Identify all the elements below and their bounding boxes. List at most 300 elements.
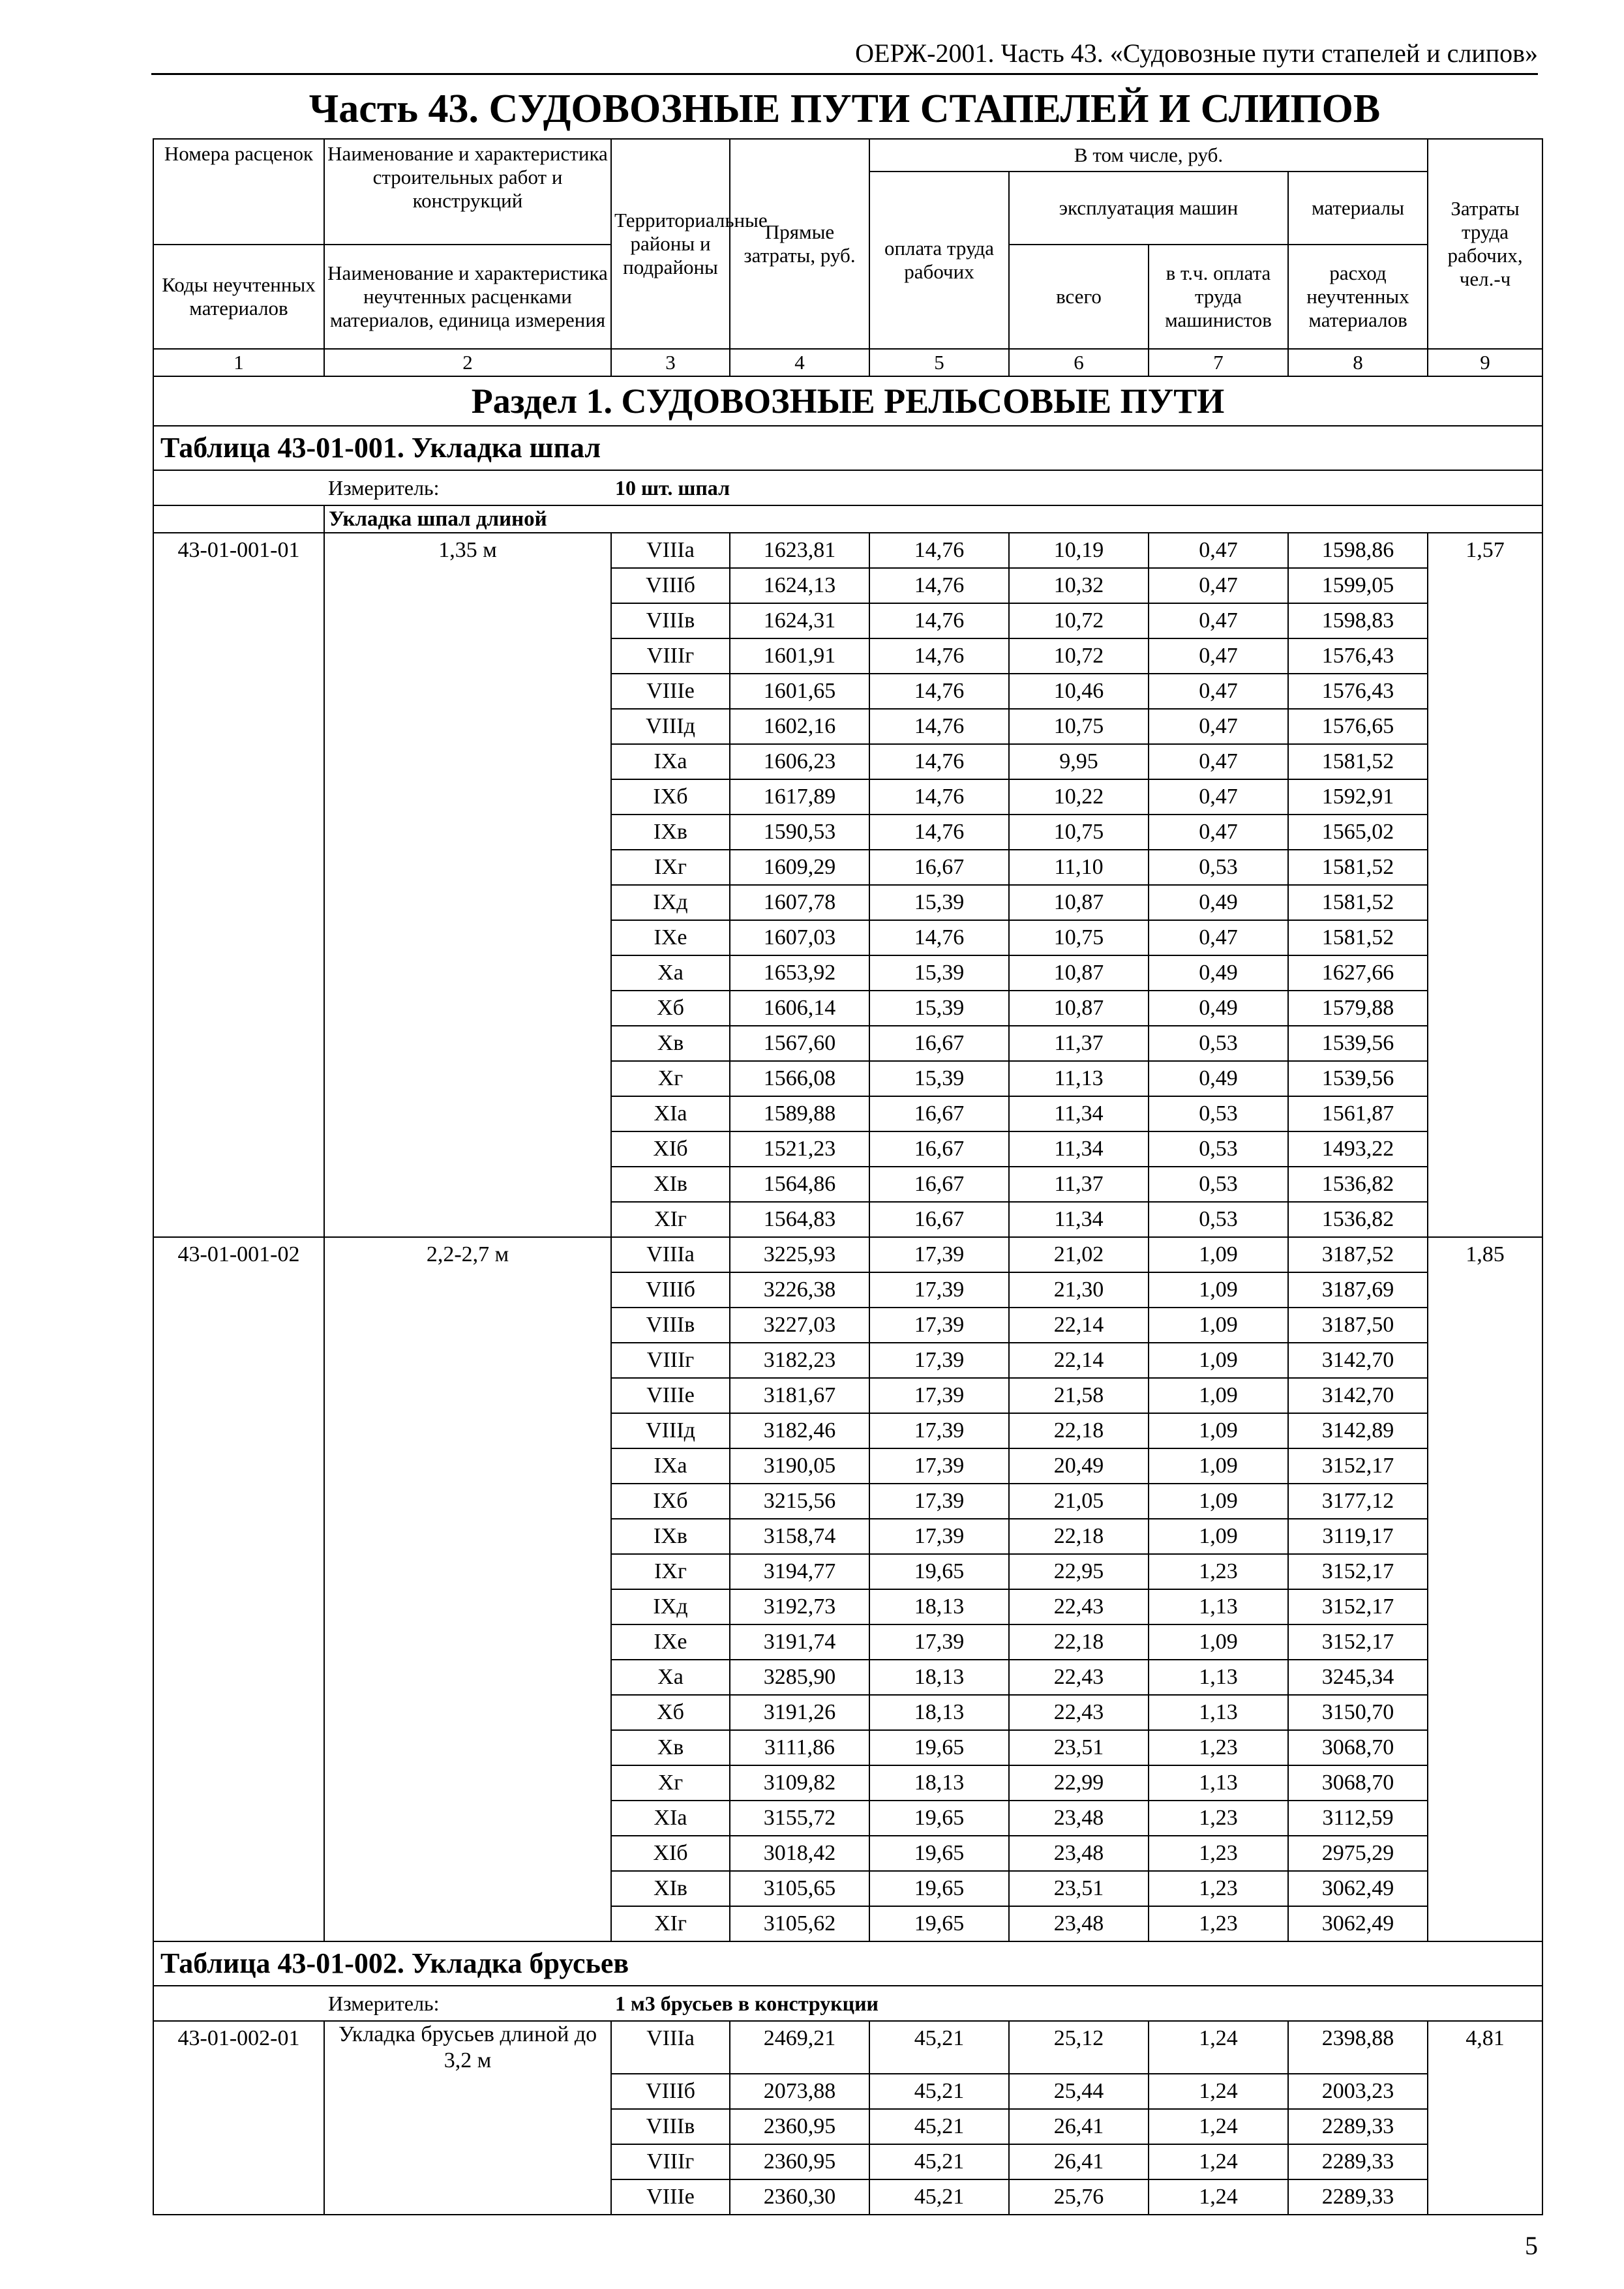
direct-cost-cell: 3191,74 [730, 1624, 869, 1660]
labor-cost-cell [1428, 1695, 1542, 1730]
worker-pay-cell: 19,65 [869, 1730, 1009, 1765]
rate-description [324, 1765, 611, 1801]
table-row [153, 1695, 1542, 1730]
rate-description [324, 955, 611, 991]
direct-cost-cell: 1624,13 [730, 568, 869, 603]
rate-code [153, 1730, 324, 1765]
machines-total-cell: 22,43 [1009, 1695, 1149, 1730]
table-row [153, 533, 1542, 568]
table-row [153, 1448, 1542, 1484]
rate-description [324, 1836, 611, 1871]
rate-code [153, 779, 324, 815]
measure-label: Измеритель: [328, 476, 440, 500]
labor-cost-cell [1428, 1871, 1542, 1906]
machines-total-cell: 11,13 [1009, 1061, 1149, 1096]
territory-cell: Xб [611, 1695, 730, 1730]
rate-description [324, 1096, 611, 1131]
rate-description [324, 1413, 611, 1448]
machines-total-cell: 22,18 [1009, 1413, 1149, 1448]
table-row [153, 1413, 1542, 1448]
materials-cell: 1565,02 [1288, 815, 1428, 850]
table-row [153, 1660, 1542, 1695]
operator-pay-cell: 0,53 [1149, 850, 1288, 885]
rate-code [153, 1836, 324, 1871]
materials-cell: 3177,12 [1288, 1484, 1428, 1519]
table-row [153, 603, 1542, 638]
territory-cell: IXд [611, 885, 730, 920]
materials-cell: 2975,29 [1288, 1836, 1428, 1871]
rate-code [153, 1660, 324, 1695]
table-row [153, 568, 1542, 603]
machines-total-cell: 10,46 [1009, 674, 1149, 709]
rate-code [153, 2144, 324, 2179]
materials-cell: 1581,52 [1288, 850, 1428, 885]
direct-cost-cell: 3192,73 [730, 1589, 869, 1624]
section-title: Раздел 1. СУДОВОЗНЫЕ РЕЛЬСОВЫЕ ПУТИ [153, 376, 1542, 426]
operator-pay-cell: 1,09 [1149, 1624, 1288, 1660]
labor-cost-cell [1428, 1026, 1542, 1061]
table-row [153, 1484, 1542, 1519]
labor-cost-cell [1428, 1061, 1542, 1096]
rate-description: 2,2-2,7 м [324, 1237, 611, 1272]
rate-code [153, 674, 324, 709]
direct-cost-cell: 1606,23 [730, 744, 869, 779]
part-title: Часть 43. СУДОВОЗНЫЕ ПУТИ СТАПЕЛЕЙ И СЛИПОВ [308, 87, 1381, 131]
direct-cost-cell: 1607,78 [730, 885, 869, 920]
header-including: В том числе, руб. [869, 139, 1428, 172]
territory-cell: Xг [611, 1061, 730, 1096]
rate-description [324, 1660, 611, 1695]
table-row [153, 2021, 1542, 2074]
worker-pay-cell: 14,76 [869, 815, 1009, 850]
labor-cost-cell [1428, 2179, 1542, 2215]
materials-cell: 1581,52 [1288, 885, 1428, 920]
rate-code [153, 568, 324, 603]
rate-description [324, 1448, 611, 1484]
table-row [153, 1343, 1542, 1378]
territory-cell: XIa [611, 1096, 730, 1131]
materials-cell: 3112,59 [1288, 1801, 1428, 1836]
operator-pay-cell: 1,09 [1149, 1484, 1288, 1519]
direct-cost-cell: 1607,03 [730, 920, 869, 955]
territory-cell: VIIIв [611, 603, 730, 638]
operator-pay-cell: 0,47 [1149, 674, 1288, 709]
table-row [153, 1096, 1542, 1131]
operator-pay-cell: 1,23 [1149, 1906, 1288, 1941]
section-row [153, 376, 1542, 426]
table-body [153, 139, 1542, 2215]
header-territories: Территориальные районы и подрайоны [611, 139, 730, 349]
labor-cost-cell [1428, 815, 1542, 850]
direct-cost-cell: 1623,81 [730, 533, 869, 568]
table-row [153, 1272, 1542, 1308]
territory-cell: VIIIa [611, 1237, 730, 1272]
labor-cost-cell [1428, 955, 1542, 991]
materials-cell: 1581,52 [1288, 920, 1428, 955]
worker-pay-cell: 18,13 [869, 1695, 1009, 1730]
header-machines: эксплуатация машин [1009, 172, 1288, 245]
operator-pay-cell: 0,47 [1149, 568, 1288, 603]
worker-pay-cell: 19,65 [869, 1906, 1009, 1941]
rate-description [324, 815, 611, 850]
spacer [1428, 1986, 1542, 2021]
page-number: 5 [1525, 2231, 1538, 2260]
table-title: Таблица 43-01-002. Укладка брусьев [153, 1941, 1542, 1986]
table-row [153, 674, 1542, 709]
materials-cell: 2003,23 [1288, 2074, 1428, 2109]
machines-total-cell: 11,37 [1009, 1167, 1149, 1202]
rate-description [324, 1589, 611, 1624]
table-row [153, 1554, 1542, 1589]
materials-cell: 2289,33 [1288, 2144, 1428, 2179]
header-direct-costs: Прямые затраты, руб. [730, 139, 869, 349]
labor-cost-cell [1428, 1906, 1542, 1941]
materials-cell: 1592,91 [1288, 779, 1428, 815]
labor-cost-cell [1428, 1660, 1542, 1695]
direct-cost-cell: 3190,05 [730, 1448, 869, 1484]
labor-cost-cell [1428, 1202, 1542, 1237]
rate-description [324, 674, 611, 709]
operator-pay-cell: 0,49 [1149, 955, 1288, 991]
machines-total-cell: 22,14 [1009, 1308, 1149, 1343]
operator-pay-cell: 0,47 [1149, 779, 1288, 815]
direct-cost-cell: 3182,23 [730, 1343, 869, 1378]
column-number: 5 [869, 349, 1009, 376]
column-number: 2 [324, 349, 611, 376]
territory-cell: IXе [611, 920, 730, 955]
operator-pay-cell: 1,09 [1149, 1448, 1288, 1484]
rates-table [153, 138, 1543, 2215]
table-row [153, 1167, 1542, 1202]
territory-cell: VIIIг [611, 2144, 730, 2179]
rate-description [324, 1484, 611, 1519]
operator-pay-cell: 0,47 [1149, 533, 1288, 568]
labor-cost-cell [1428, 1343, 1542, 1378]
table-row [153, 1131, 1542, 1167]
worker-pay-cell: 16,67 [869, 1167, 1009, 1202]
direct-cost-cell: 2073,88 [730, 2074, 869, 2109]
machines-total-cell: 10,75 [1009, 815, 1149, 850]
table-row [153, 2144, 1542, 2179]
operator-pay-cell: 1,13 [1149, 1589, 1288, 1624]
machines-total-cell: 10,32 [1009, 568, 1149, 603]
rate-code [153, 709, 324, 744]
machines-total-cell: 22,14 [1009, 1343, 1149, 1378]
column-number: 6 [1009, 349, 1149, 376]
materials-cell: 3062,49 [1288, 1871, 1428, 1906]
worker-pay-cell: 14,76 [869, 533, 1009, 568]
territory-cell: VIIIб [611, 568, 730, 603]
rate-code [153, 1906, 324, 1941]
machines-total-cell: 23,48 [1009, 1906, 1149, 1941]
direct-cost-cell: 1566,08 [730, 1061, 869, 1096]
operator-pay-cell: 1,09 [1149, 1237, 1288, 1272]
rate-description [324, 1871, 611, 1906]
territory-cell: IXв [611, 1519, 730, 1554]
worker-pay-cell: 14,76 [869, 674, 1009, 709]
labor-cost-cell [1428, 674, 1542, 709]
worker-pay-cell: 19,65 [869, 1836, 1009, 1871]
measure-value: 10 шт. шпал [615, 476, 730, 500]
column-number: 8 [1288, 349, 1428, 376]
territory-cell: VIIIе [611, 2179, 730, 2215]
machines-total-cell: 11,34 [1009, 1202, 1149, 1237]
operator-pay-cell: 1,09 [1149, 1272, 1288, 1308]
measure-row [153, 470, 1542, 505]
territory-cell: VIIIв [611, 2109, 730, 2144]
direct-cost-cell: 1521,23 [730, 1131, 869, 1167]
direct-cost-cell: 3109,82 [730, 1765, 869, 1801]
rate-code [153, 1167, 324, 1202]
machines-total-cell: 11,10 [1009, 850, 1149, 885]
rate-description [324, 1343, 611, 1378]
machines-total-cell: 10,75 [1009, 709, 1149, 744]
rate-description [324, 744, 611, 779]
direct-cost-cell: 1609,29 [730, 850, 869, 885]
territory-cell: XIв [611, 1167, 730, 1202]
rate-code [153, 1096, 324, 1131]
materials-cell: 3187,52 [1288, 1237, 1428, 1272]
worker-pay-cell: 16,67 [869, 1096, 1009, 1131]
territory-cell: VIIIд [611, 1413, 730, 1448]
operator-pay-cell: 1,24 [1149, 2074, 1288, 2109]
rate-description [324, 603, 611, 638]
materials-cell: 1627,66 [1288, 955, 1428, 991]
column-numbers-row [153, 349, 1542, 376]
materials-cell: 1576,43 [1288, 638, 1428, 674]
table-row [153, 1765, 1542, 1801]
machines-total-cell: 25,76 [1009, 2179, 1149, 2215]
operator-pay-cell: 1,23 [1149, 1871, 1288, 1906]
spacer [1428, 470, 1542, 505]
labor-cost-cell [1428, 1730, 1542, 1765]
territory-cell: VIIIд [611, 709, 730, 744]
worker-pay-cell: 14,76 [869, 638, 1009, 674]
table-row [153, 779, 1542, 815]
rate-code [153, 991, 324, 1026]
table-title: Таблица 43-01-001. Укладка шпал [153, 426, 1542, 470]
rate-description [324, 2109, 611, 2144]
rate-code [153, 2179, 324, 2215]
operator-pay-cell: 0,49 [1149, 1061, 1288, 1096]
table-row [153, 1801, 1542, 1836]
direct-cost-cell: 2469,21 [730, 2021, 869, 2074]
worker-pay-cell: 19,65 [869, 1801, 1009, 1836]
labor-cost-cell [1428, 568, 1542, 603]
labor-cost-cell [1428, 885, 1542, 920]
subheading: Укладка шпал длиной [324, 505, 1542, 533]
operator-pay-cell: 1,23 [1149, 1554, 1288, 1589]
worker-pay-cell: 17,39 [869, 1484, 1009, 1519]
territory-cell: VIIIе [611, 1378, 730, 1413]
machines-total-cell: 21,58 [1009, 1378, 1149, 1413]
table-row [153, 1026, 1542, 1061]
rate-description [324, 1801, 611, 1836]
direct-cost-cell: 1653,92 [730, 955, 869, 991]
materials-cell: 1536,82 [1288, 1202, 1428, 1237]
direct-cost-cell: 1606,14 [730, 991, 869, 1026]
direct-cost-cell: 2360,30 [730, 2179, 869, 2215]
table-row [153, 1378, 1542, 1413]
table-row [153, 1061, 1542, 1096]
header-material-usage: расход неучтенных материалов [1288, 245, 1428, 349]
rate-code [153, 955, 324, 991]
machines-total-cell: 10,19 [1009, 533, 1149, 568]
materials-cell: 3152,17 [1288, 1448, 1428, 1484]
rate-description [324, 1730, 611, 1765]
direct-cost-cell: 1617,89 [730, 779, 869, 815]
table-row [153, 885, 1542, 920]
rate-description [324, 638, 611, 674]
rate-code [153, 1272, 324, 1308]
operator-pay-cell: 0,49 [1149, 991, 1288, 1026]
materials-cell: 1579,88 [1288, 991, 1428, 1026]
worker-pay-cell: 15,39 [869, 885, 1009, 920]
operator-pay-cell: 1,24 [1149, 2109, 1288, 2144]
operator-pay-cell: 0,47 [1149, 744, 1288, 779]
machines-total-cell: 23,51 [1009, 1871, 1149, 1906]
spacer [153, 470, 324, 505]
territory-cell: IXе [611, 1624, 730, 1660]
operator-pay-cell: 0,49 [1149, 885, 1288, 920]
materials-cell: 1598,83 [1288, 603, 1428, 638]
labor-cost-cell [1428, 1413, 1542, 1448]
rate-code [153, 744, 324, 779]
rate-code: 43-01-001-01 [153, 533, 324, 568]
direct-cost-cell: 3018,42 [730, 1836, 869, 1871]
direct-cost-cell: 1564,86 [730, 1167, 869, 1202]
direct-cost-cell: 1564,83 [730, 1202, 869, 1237]
labor-cost-cell [1428, 1589, 1542, 1624]
operator-pay-cell: 1,09 [1149, 1308, 1288, 1343]
machines-total-cell: 10,72 [1009, 638, 1149, 674]
table-row [153, 2109, 1542, 2144]
materials-cell: 3068,70 [1288, 1730, 1428, 1765]
labor-cost-cell [1428, 2144, 1542, 2179]
rate-description [324, 1131, 611, 1167]
direct-cost-cell: 3182,46 [730, 1413, 869, 1448]
table-row [153, 1589, 1542, 1624]
rate-description [324, 1202, 611, 1237]
worker-pay-cell: 45,21 [869, 2144, 1009, 2179]
header-materials: материалы [1288, 172, 1428, 245]
labor-cost-cell [1428, 1308, 1542, 1343]
rate-description [324, 779, 611, 815]
table-row [153, 1237, 1542, 1272]
worker-pay-cell: 14,76 [869, 603, 1009, 638]
column-number: 7 [1149, 349, 1288, 376]
materials-cell: 2398,88 [1288, 2021, 1428, 2074]
rate-code [153, 2109, 324, 2144]
worker-pay-cell: 15,39 [869, 991, 1009, 1026]
labor-cost-cell: 1,85 [1428, 1237, 1542, 1272]
worker-pay-cell: 14,76 [869, 920, 1009, 955]
table-row [153, 1906, 1542, 1941]
worker-pay-cell: 18,13 [869, 1660, 1009, 1695]
direct-cost-cell: 1602,16 [730, 709, 869, 744]
direct-cost-cell: 1567,60 [730, 1026, 869, 1061]
operator-pay-cell: 0,47 [1149, 709, 1288, 744]
table-row [153, 1871, 1542, 1906]
table-title-row [153, 426, 1542, 470]
rate-code: 43-01-002-01 [153, 2021, 324, 2074]
rate-description [324, 2074, 611, 2109]
direct-cost-cell: 1601,65 [730, 674, 869, 709]
territory-cell: Xг [611, 1765, 730, 1801]
operator-pay-cell: 1,09 [1149, 1519, 1288, 1554]
worker-pay-cell: 14,76 [869, 779, 1009, 815]
operator-pay-cell: 0,53 [1149, 1202, 1288, 1237]
direct-cost-cell: 3155,72 [730, 1801, 869, 1836]
materials-cell: 1599,05 [1288, 568, 1428, 603]
materials-cell: 3150,70 [1288, 1695, 1428, 1730]
worker-pay-cell: 17,39 [869, 1343, 1009, 1378]
rate-code [153, 1026, 324, 1061]
worker-pay-cell: 45,21 [869, 2179, 1009, 2215]
machines-total-cell: 10,87 [1009, 885, 1149, 920]
machines-total-cell: 23,48 [1009, 1801, 1149, 1836]
operator-pay-cell: 0,53 [1149, 1167, 1288, 1202]
rate-code [153, 1624, 324, 1660]
worker-pay-cell: 18,13 [869, 1765, 1009, 1801]
materials-cell: 1576,65 [1288, 709, 1428, 744]
subheading-row [153, 505, 1542, 533]
machines-total-cell: 10,87 [1009, 991, 1149, 1026]
materials-cell: 3119,17 [1288, 1519, 1428, 1554]
direct-cost-cell: 3105,62 [730, 1906, 869, 1941]
table-row [153, 1519, 1542, 1554]
rate-description [324, 1378, 611, 1413]
rate-description [324, 1167, 611, 1202]
operator-pay-cell: 0,47 [1149, 815, 1288, 850]
materials-cell: 1598,86 [1288, 533, 1428, 568]
operator-pay-cell: 1,13 [1149, 1765, 1288, 1801]
table-row [153, 2179, 1542, 2215]
machines-total-cell: 20,49 [1009, 1448, 1149, 1484]
territory-cell: VIIIе [611, 674, 730, 709]
rate-code [153, 1519, 324, 1554]
direct-cost-cell: 3191,26 [730, 1695, 869, 1730]
operator-pay-cell: 0,47 [1149, 920, 1288, 955]
table-row [153, 1308, 1542, 1343]
running-header: ОЕРЖ-2001. Часть 43. «Судовозные пути стапелей и слипов» [855, 38, 1538, 68]
operator-pay-cell: 1,24 [1149, 2144, 1288, 2179]
rate-description [324, 1624, 611, 1660]
operator-pay-cell: 0,53 [1149, 1131, 1288, 1167]
rate-description [324, 1554, 611, 1589]
rate-code [153, 1308, 324, 1343]
rate-code [153, 920, 324, 955]
direct-cost-cell: 3105,65 [730, 1871, 869, 1906]
operator-pay-cell: 1,09 [1149, 1343, 1288, 1378]
direct-cost-cell: 3227,03 [730, 1308, 869, 1343]
materials-cell: 1581,52 [1288, 744, 1428, 779]
table-title-row [153, 1941, 1542, 1986]
rate-description [324, 2179, 611, 2215]
machines-total-cell: 10,72 [1009, 603, 1149, 638]
header-material-names: Наименование и характеристика неучтенных расценками материалов, единица измерения [324, 245, 611, 349]
labor-cost-cell [1428, 603, 1542, 638]
labor-cost-cell [1428, 1624, 1542, 1660]
header-worker-pay: оплата труда рабочих [869, 172, 1009, 349]
rate-code [153, 850, 324, 885]
materials-cell: 2289,33 [1288, 2109, 1428, 2144]
header-material-codes: Коды неучтенных материалов [153, 245, 324, 349]
labor-cost-cell [1428, 1378, 1542, 1413]
rate-description: 1,35 м [324, 533, 611, 568]
machines-total-cell: 25,12 [1009, 2021, 1149, 2074]
territory-cell: IXв [611, 815, 730, 850]
